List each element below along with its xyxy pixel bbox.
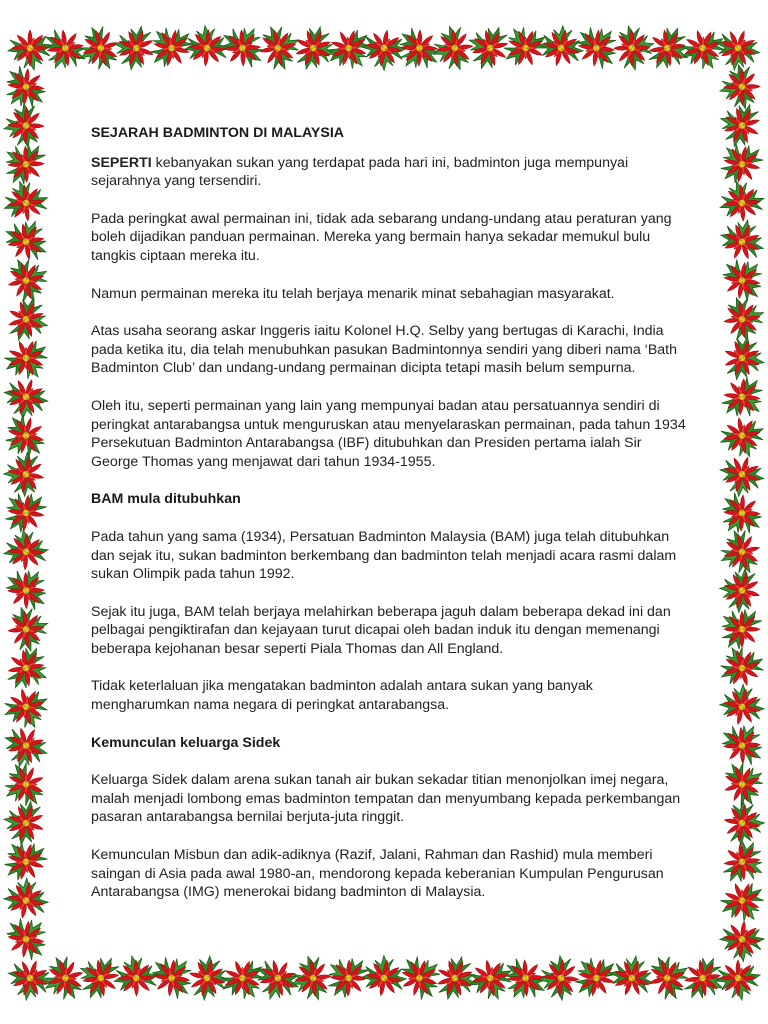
poinsettia-flower-icon: [0, 719, 54, 775]
poinsettia-flower-icon: [431, 24, 475, 72]
poinsettia-flower-icon: [566, 948, 625, 1005]
document-body: [91, 118, 691, 921]
poinsettia-flower-icon: [460, 18, 517, 76]
poinsettia-flower-icon: [359, 26, 409, 73]
poinsettia-flower-icon: [74, 22, 125, 75]
poinsettia-flower-icon: [605, 950, 660, 1003]
poinsettia-flower-icon: [6, 605, 50, 652]
poinsettia-flower-icon: [535, 21, 588, 71]
poinsettia-flower-icon: [711, 485, 768, 544]
poinsettia-flower-icon: [613, 26, 654, 71]
poinsettia-flower-icon: [465, 956, 516, 1004]
poinsettia-flower-icon: [715, 641, 768, 692]
poinsettia-flower-icon: [714, 213, 768, 268]
poinsettia-flower-icon: [721, 295, 766, 344]
poinsettia-flower-icon: [537, 954, 581, 1001]
paragraph: Namun permainan mereka itu telah berjaya menarik minat sebahagian masyarakat.: [91, 285, 615, 302]
poinsettia-flower-icon: [720, 64, 761, 109]
intro-text: kebanyakan sukan yang terdapat pada hari ini, badminton juga mempunyai sejarahnya yang tersendiri.: [91, 154, 629, 190]
poinsettia-flower-icon: [2, 954, 57, 1007]
poinsettia-flower-icon: [0, 291, 56, 348]
poinsettia-flower-icon: [318, 947, 377, 1006]
paragraph: Sejak itu juga, BAM telah berjaya melahirkan beberapa jaguh dalam beberapa dekad ini dan pelbagai pengiktirafan dan kejayaan turut dicapai oleh badan induk itu dengan memenangi beberapa kejohanan besar seperti Piala Thomas dan All England.: [91, 603, 671, 657]
section-heading-sidek: Kemunculan keluarga Sidek: [91, 734, 281, 751]
poinsettia-flower-icon: [287, 20, 342, 77]
poinsettia-flower-icon: [70, 947, 128, 1006]
poinsettia-flower-icon: [3, 103, 45, 148]
poinsettia-flower-icon: [712, 96, 768, 154]
poinsettia-flower-icon: [712, 134, 768, 192]
paragraph: Keluarga Sidek dalam arena sukan tanah air bukan sekadar titian menonjolkan imej negara, malah menjadi lombong emas badminton tempatan dan menyumbang kepada perkembangan pasaran antarabangsa bernilai berjuta-juta ringgit.: [91, 772, 681, 826]
poinsettia-flower-icon: [256, 22, 304, 73]
poinsettia-flower-icon: [359, 953, 409, 1000]
poinsettia-flower-icon: [717, 331, 768, 387]
poinsettia-flower-icon: [711, 598, 768, 657]
poinsettia-flower-icon: [3, 254, 52, 306]
poinsettia-flower-icon: [715, 563, 766, 616]
poinsettia-flower-icon: [144, 947, 203, 1006]
poinsettia-flower-icon: [0, 58, 54, 117]
poinsettia-flower-icon: [215, 953, 271, 1007]
poinsettia-flower-icon: [0, 211, 57, 269]
poinsettia-flower-icon: [716, 960, 760, 1000]
poinsettia-flower-icon: [321, 22, 378, 78]
poinsettia-flower-icon: [35, 20, 94, 78]
poinsettia-flower-icon: [0, 908, 57, 967]
poinsettia-flower-icon: [644, 951, 695, 1004]
poinsettia-flower-icon: [1, 684, 53, 733]
poinsettia-flower-icon: [0, 333, 55, 387]
poinsettia-flower-icon: [388, 20, 447, 79]
poinsettia-flower-icon: [0, 373, 53, 425]
paragraph: Pada tahun yang sama (1934), Persatuan Badminton Malaysia (BAM) juga telah ditubuhkan dan sejak itu, sukan badminton berkembang dan badminton telah menjadi acara rasmi dalam sukan Olimpik pada tahun 1992.: [91, 528, 677, 583]
poinsettia-flower-icon: [3, 529, 49, 571]
poinsettia-flower-icon: [248, 951, 306, 1008]
poinsettia-flower-icon: [8, 30, 52, 70]
poinsettia-flower-icon: [214, 17, 273, 76]
poinsettia-flower-icon: [715, 876, 768, 930]
paragraph: Atas usaha seorang askar Inggeris iaitu Kolonel H.Q. Selby yang bertugas di Karachi, India pada ketika itu, dia telah menubuhkan pasukan Badmintonnya sendiri yang diberi nama ‘Bath Badminton Club’ dan undang-undang permainan dicipta tetapi masih belum sempurna.: [91, 323, 678, 377]
poinsettia-flower-icon: [714, 369, 768, 428]
poinsettia-flower-icon: [0, 448, 48, 499]
poinsettia-flower-icon: [675, 950, 733, 1009]
poinsettia-flower-icon: [1, 874, 52, 922]
poinsettia-flower-icon: [720, 798, 767, 848]
section-heading-bam: BAM mula ditubuhkan: [91, 491, 241, 508]
poinsettia-flower-icon: [676, 24, 730, 75]
paragraph: Kemunculan Misbun dan adik-adiknya (Razif, Jalani, Rahman dan Rashid) mula memberi saingan di Asia pada awal 1980-an, mendorong kepada keberanian Kumpulan Pengurusan Antarabangsa (IMG) menerokai bidang badminton di Malaysia.: [91, 847, 664, 901]
intro-paragraph: [91, 154, 691, 191]
poinsettia-flower-icon: [495, 950, 554, 1009]
poinsettia-flower-icon: [184, 24, 231, 68]
poinsettia-flower-icon: [108, 20, 161, 75]
paragraph: Tidak keterlaluan jika mengatakan badminton adalah antara sukan yang banyak mengharumkan nama negara di peringkat antarabangsa.: [91, 678, 593, 714]
poinsettia-flower-icon: [0, 795, 50, 850]
poinsettia-flower-icon: [0, 757, 51, 812]
poinsettia-flower-icon: [429, 950, 484, 1007]
poinsettia-flower-icon: [2, 179, 50, 223]
poinsettia-flower-icon: [0, 832, 54, 888]
poinsettia-flower-icon: [184, 952, 234, 1005]
poinsettia-flower-icon: [714, 714, 768, 773]
poinsettia-flower-icon: [289, 954, 333, 1002]
poinsettia-flower-icon: [0, 559, 57, 618]
paragraph: Pada peringkat awal permainan ini, tidak ada sebarang undang-undang atau peraturan yang boleh dijadikan panduan permainan. Mereka yang bermain hanya sekadar memukul bulu tangkis ciptaan mereka itu.: [91, 210, 672, 264]
document-title: SEJARAH BADMINTON DI MALAYSIA: [91, 125, 345, 141]
poinsettia-flower-icon: [717, 680, 768, 729]
poinsettia-flower-icon: [0, 482, 54, 541]
poinsettia-flower-icon: [714, 450, 768, 502]
poinsettia-flower-icon: [719, 180, 766, 223]
poinsettia-flower-icon: [717, 414, 767, 461]
poinsettia-flower-icon: [393, 948, 449, 1005]
poinsettia-flower-icon: [497, 19, 553, 73]
poinsettia-flower-icon: [715, 250, 768, 309]
poinsettia-flower-icon: [710, 24, 765, 77]
paragraph: Oleh itu, seperti permainan yang lain yang mempunyai badan atau persatuannya sendiri di peringkat antarabangsa untuk menguruskan atau menyelaraskan permainan, pada tahun 1934 Persekutuan Badminton Antarabangsa (IBF) ditubuhkan dan Presiden pertama ialah Sir George Thomas yang menjawat dari tahun 1934-1955.: [91, 397, 686, 470]
poinsettia-flower-icon: [714, 833, 768, 892]
poinsettia-flower-icon: [716, 526, 765, 578]
poinsettia-flower-icon: [569, 17, 628, 76]
poinsettia-flower-icon: [38, 952, 89, 1006]
poinsettia-flower-icon: [0, 407, 53, 465]
intro-lead-word: SEPERTI: [91, 154, 152, 171]
poinsettia-flower-icon: [717, 919, 766, 964]
poinsettia-flower-icon: [0, 640, 57, 699]
poinsettia-flower-icon: [141, 18, 200, 75]
poinsettia-flower-icon: [0, 133, 54, 192]
poinsettia-flower-icon: [640, 20, 698, 79]
poinsettia-flower-icon: [718, 756, 768, 811]
poinsettia-flower-icon: [114, 956, 159, 997]
